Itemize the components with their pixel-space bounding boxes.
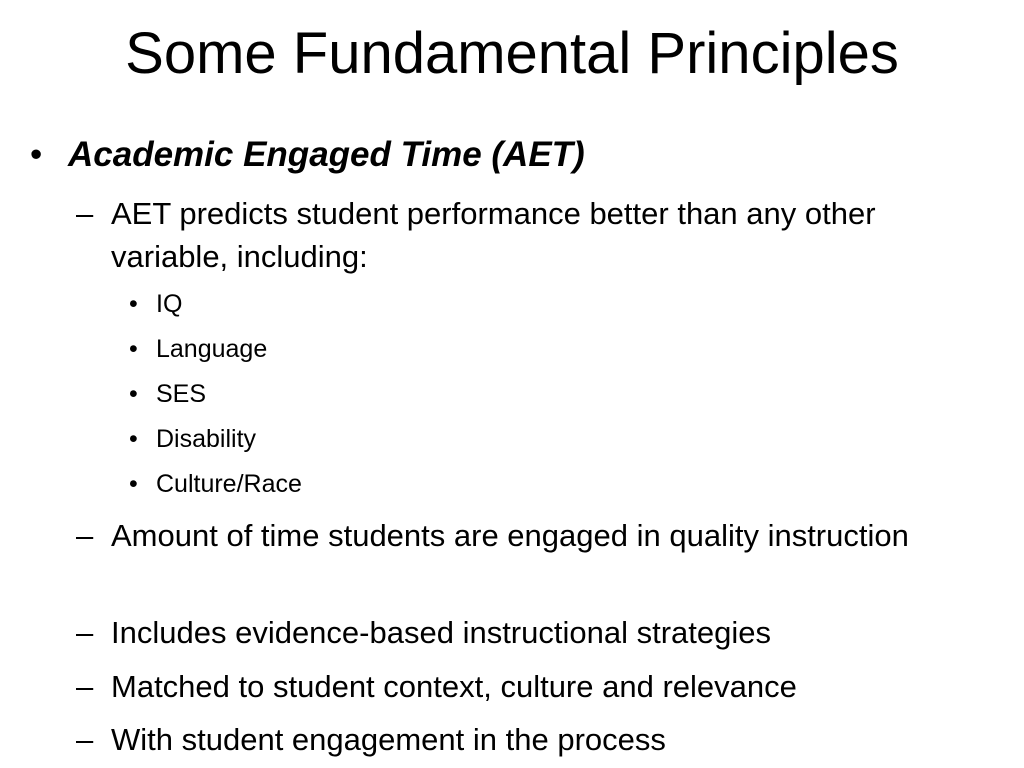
sub-item-text: AET predicts student performance better than any other variable, including: [111,196,876,274]
sub-bullet-text: Language [156,335,268,363]
dash-marker: – [76,196,94,231]
bullet-marker: • [129,335,138,363]
sub-item-student-engagement [76,718,976,761]
bullet-marker: • [129,290,138,318]
sub-bullet-text: Culture/Race [156,470,302,498]
dash-marker: – [76,518,94,553]
bullet-marker: • [129,470,138,498]
sub-bullet-language [129,333,267,365]
bullet-marker: • [30,135,43,174]
sub-bullet-text: Disability [156,425,257,453]
main-bullet-text: Academic Engaged Time (AET) [68,135,585,174]
dash-marker: – [76,722,94,757]
sub-item-evidence-based [76,611,976,654]
sub-item-text: With student engagement in the process [111,722,666,757]
sub-bullet-text: IQ [156,290,183,318]
dash-marker: – [76,669,94,704]
bullet-marker: • [129,380,138,408]
sub-bullet-culture-race [129,468,302,500]
sub-bullet-text: SES [156,380,207,408]
sub-bullet-iq [129,288,182,320]
sub-item-text: Includes evidence-based instructional strategies [111,615,771,650]
sub-item-amount-of-time [76,514,976,557]
dash-marker: – [76,615,94,650]
sub-item-matched-context [76,665,976,708]
sub-bullet-disability [129,423,256,455]
slide-title: Some Fundamental Principles [125,21,899,86]
main-bullet-item [30,133,585,177]
sub-item-aet-predicts [76,192,976,278]
bullet-marker: • [129,425,138,453]
sub-bullet-ses [129,378,206,410]
sub-item-text: Matched to student context, culture and relevance [111,669,797,704]
sub-item-text: Amount of time students are engaged in quality instruction [111,518,909,553]
